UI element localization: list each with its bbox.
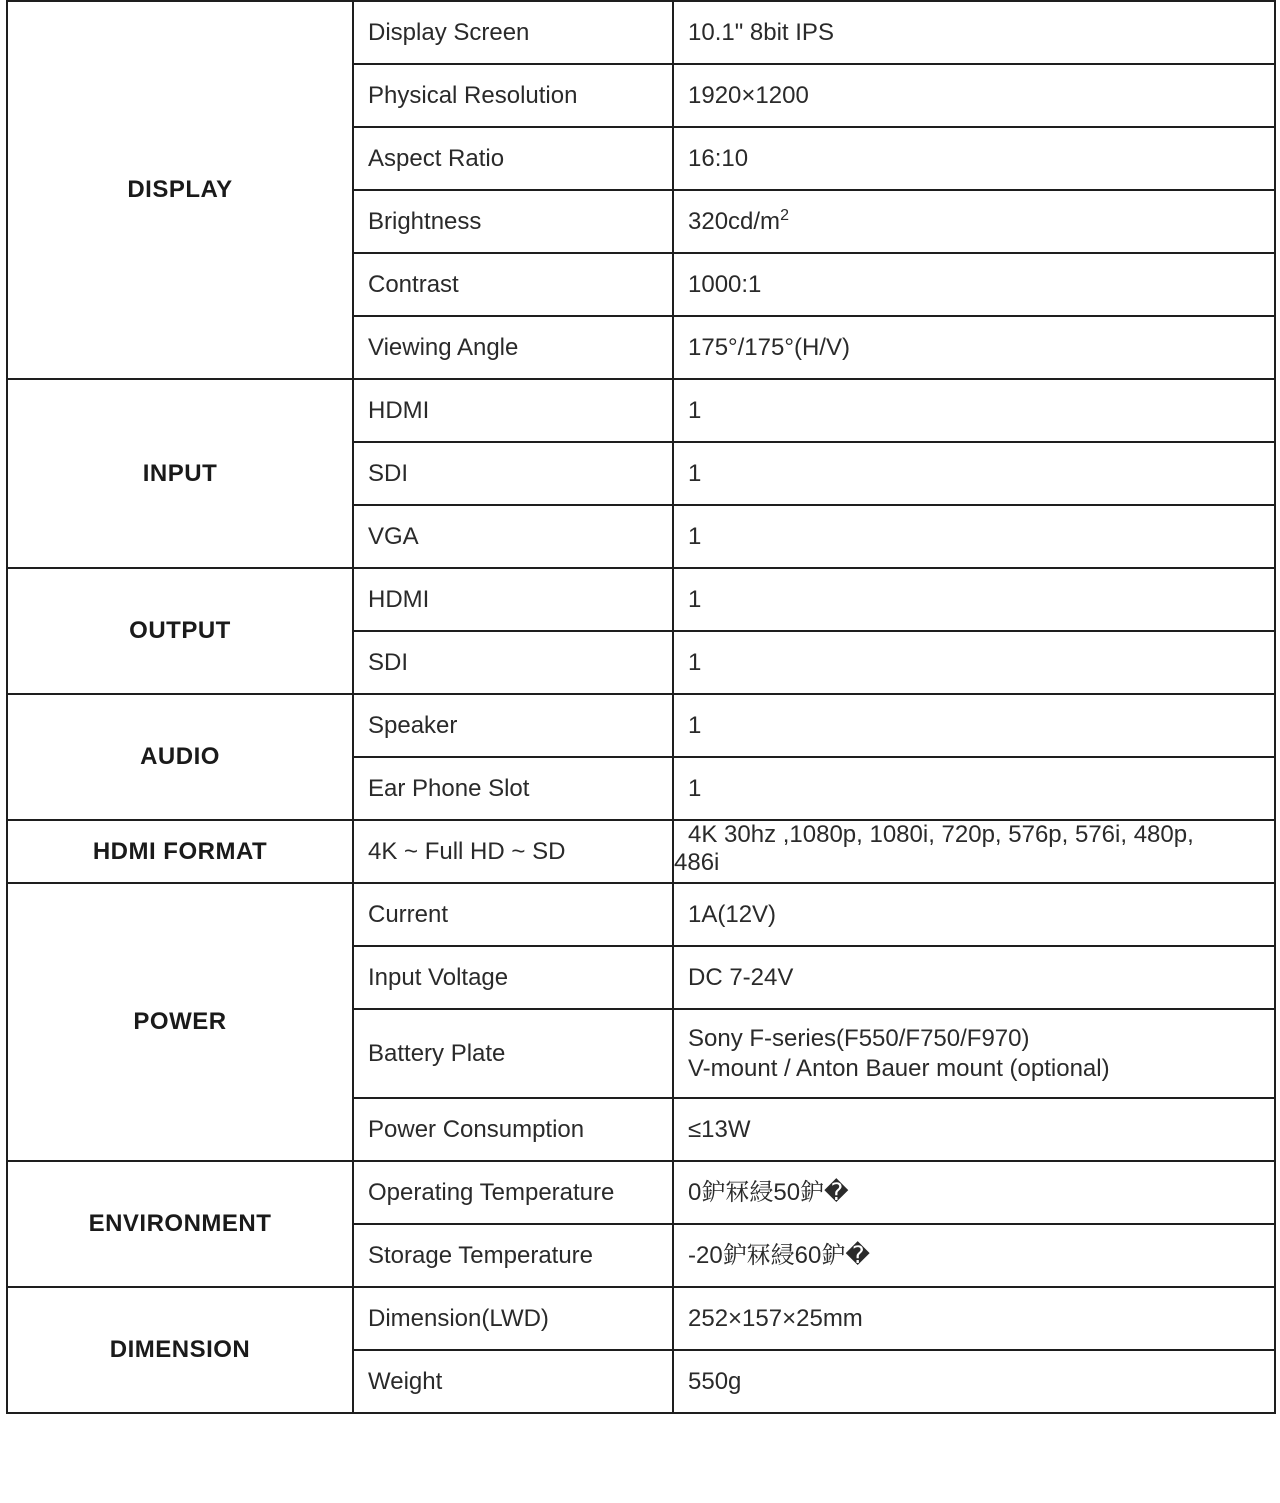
param-label: Weight [353,1350,673,1413]
param-value: 252×157×25mm [673,1287,1275,1350]
param-label: SDI [353,442,673,505]
param-value: 175°/175°(H/V) [673,316,1275,379]
param-label: Storage Temperature [353,1224,673,1287]
table-row [7,1161,1275,1224]
table-row [7,883,1275,946]
category-input: INPUT [7,379,353,568]
param-value: 10.1" 8bit IPS [673,1,1275,64]
param-value [673,190,1275,253]
spec-table-container [6,0,1274,1414]
param-value: 1 [673,379,1275,442]
hdmi-format-line-2: 486i [674,849,720,876]
category-power: POWER [7,883,353,1161]
param-value: -20鈩冧綅60鈩� [673,1224,1275,1287]
table-row [7,379,1275,442]
spec-table [6,0,1276,1414]
param-label: Current [353,883,673,946]
table-row [7,1287,1275,1350]
param-value: 1A(12V) [673,883,1275,946]
param-label: Power Consumption [353,1098,673,1161]
category-dimension: DIMENSION [7,1287,353,1413]
brightness-value: 320cd/m [688,207,781,235]
category-display: DISPLAY [7,1,353,379]
param-label: Input Voltage [353,946,673,1009]
table-row [7,694,1275,757]
param-label: 4K ~ Full HD ~ SD [353,820,673,883]
hdmi-format-line-1: 4K 30hz ,1080p, 1080i, 720p, 576p, 576i, 480p, [688,821,1194,848]
param-label: Ear Phone Slot [353,757,673,820]
param-value: 1 [673,757,1275,820]
param-label: HDMI [353,379,673,442]
param-label: Display Screen [353,1,673,64]
param-value: ≤13W [673,1098,1275,1161]
table-row [7,568,1275,631]
battery-plate-line-1: Sony F-series(F550/F750/F970) [688,1024,1030,1052]
param-value: 1920×1200 [673,64,1275,127]
param-label: Physical Resolution [353,64,673,127]
table-row [7,1,1275,64]
param-value: 0鈩冧綅50鈩� [673,1161,1275,1224]
category-audio: AUDIO [7,694,353,820]
param-value: 1000:1 [673,253,1275,316]
param-value: 550g [673,1350,1275,1413]
param-value: 16:10 [673,127,1275,190]
param-label: SDI [353,631,673,694]
param-label: Brightness [353,190,673,253]
category-output: OUTPUT [7,568,353,694]
param-label: Dimension(LWD) [353,1287,673,1350]
param-value: 1 [673,505,1275,568]
param-value: 1 [673,568,1275,631]
category-environment: ENVIRONMENT [7,1161,353,1287]
param-label: Battery Plate [353,1009,673,1098]
param-label: VGA [353,505,673,568]
param-label: Speaker [353,694,673,757]
battery-plate-line-2: V-mount / Anton Bauer mount (optional) [688,1054,1110,1082]
table-row [7,820,1275,883]
param-value [673,1009,1275,1098]
param-label: Viewing Angle [353,316,673,379]
param-label: HDMI [353,568,673,631]
param-label: Aspect Ratio [353,127,673,190]
param-value: 1 [673,694,1275,757]
param-value: DC 7-24V [673,946,1275,1009]
brightness-superscript: 2 [780,206,789,224]
param-value: 1 [673,442,1275,505]
param-value: 1 [673,631,1275,694]
param-value [673,820,1275,883]
param-label: Contrast [353,253,673,316]
category-hdmi-format: HDMI FORMAT [7,820,353,883]
param-label: Operating Temperature [353,1161,673,1224]
